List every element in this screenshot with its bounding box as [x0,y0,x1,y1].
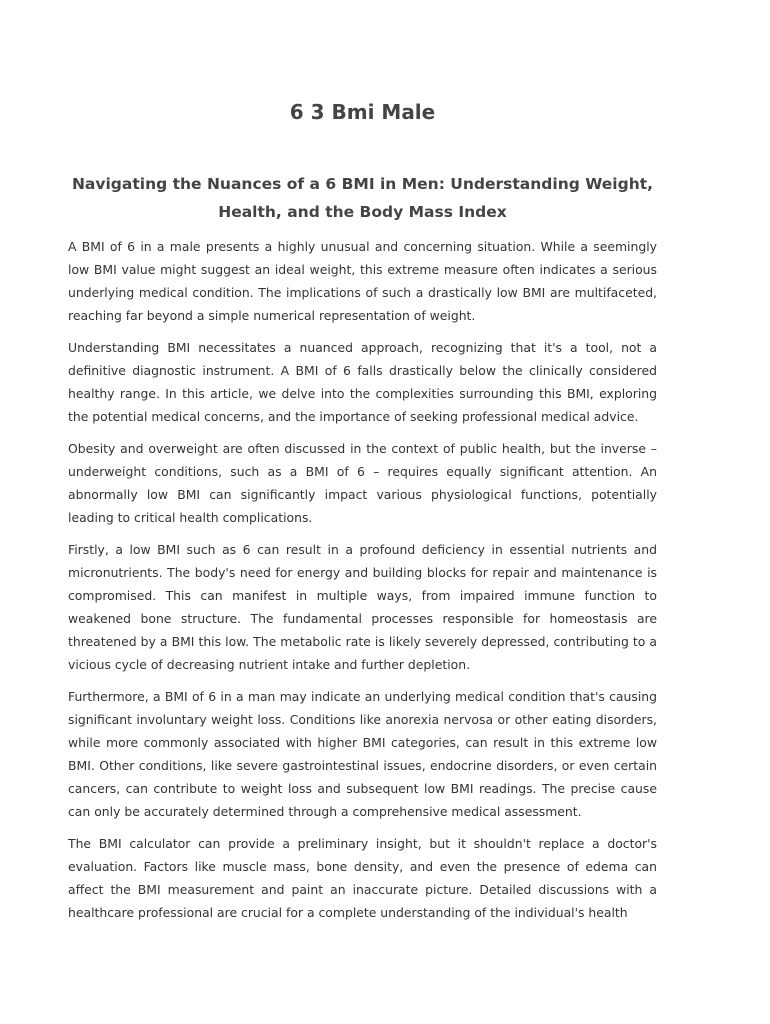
article-subtitle: Navigating the Nuances of a 6 BMI in Men: Understanding Weight, Health, and the Body Mass Index [71,175,654,221]
paragraph: Obesity and overweight are often discussed in the context of public health, but the inverse – underweight conditions, such as a BMI of 6 – requires equally significant attention. An abnormally low BMI can significantly impact various physiological functions, potentially leading to critical health complications. [68,441,657,525]
paragraph: A BMI of 6 in a male presents a highly unusual and concerning situation. While a seemingly low BMI value might suggest an ideal weight, this extreme measure often indicates a serious underlying medical condition. The implications of such a drastically low BMI are multifaceted, reaching far beyond a simple numerical representation of weight. [68,239,657,323]
paragraph: Firstly, a low BMI such as 6 can result in a profound deficiency in essential nutrients and micronutrients. The body's need for energy and building blocks for repair and maintenance is compromised. This can manifest in multiple ways, from impaired immune function to weakened bone structure. The fundamental processes responsible for homeostasis are threatened by a BMI this low. The metabolic rate is likely severely depressed, contributing to a vicious cycle of decreasing nutrient intake and further depletion. [68,542,657,672]
page-title: 6 3 Bmi Male [289,100,436,124]
article-body [68,235,657,933]
paragraph: The BMI calculator can provide a preliminary insight, but it shouldn't replace a doctor's evaluation. Factors like muscle mass, bone density, and even the presence of edema can affect the BMI measurement and paint an inaccurate picture. Detailed discussions with a healthcare professional are crucial for a complete understanding of the individual's health [68,836,657,920]
paragraph: Furthermore, a BMI of 6 in a man may indicate an underlying medical condition that's causing significant involuntary weight loss. Conditions like anorexia nervosa or other eating disorders, while more commonly associated with higher BMI categories, can result in this extreme low BMI. Other conditions, like severe gastrointestinal issues, endocrine disorders, or even certain cancers, can contribute to weight loss and subsequent low BMI readings. The precise cause can only be accurately determined through a comprehensive medical assessment. [68,689,657,819]
paragraph: Understanding BMI necessitates a nuanced approach, recognizing that it's a tool, not a definitive diagnostic instrument. A BMI of 6 falls drastically below the clinically considered healthy range. In this article, we delve into the complexities surrounding this BMI, exploring the potential medical concerns, and the importance of seeking professional medical advice. [68,340,657,424]
